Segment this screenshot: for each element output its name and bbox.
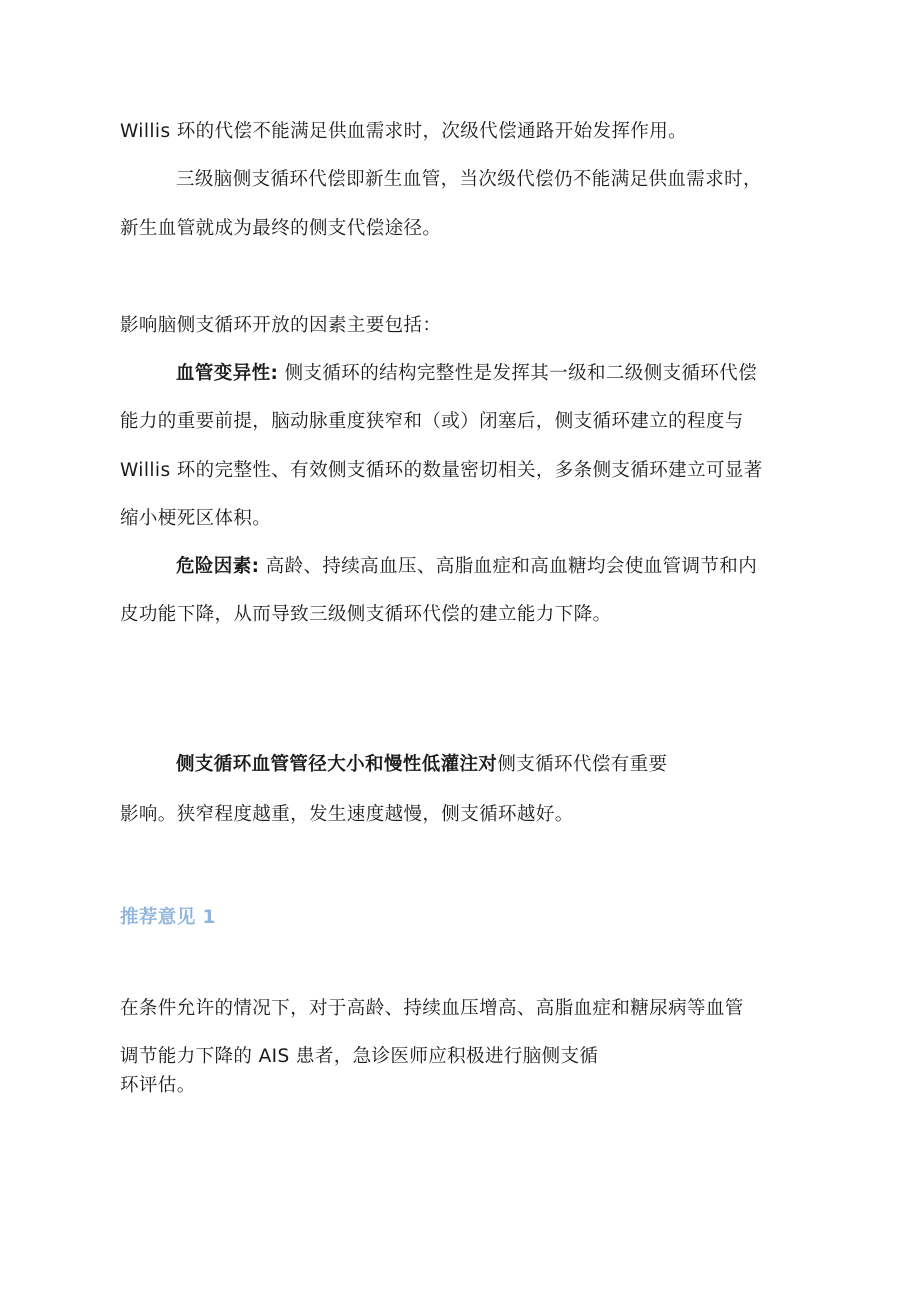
paragraph-line	[176, 362, 757, 386]
paragraph-text: 侧支循环的结构完整性是发挥其一级和二级侧支循环代偿	[278, 363, 758, 384]
paragraph-line: 环评估。	[120, 1075, 196, 1096]
paragraph-line	[176, 555, 757, 579]
paragraph-line: 能力的重要前提，脑动脉重度狭窄和（或）闭塞后，侧支循环建立的程度与	[120, 411, 744, 432]
paragraph-line: 皮功能下降，从而导致三级侧支循环代偿的建立能力下降。	[120, 604, 612, 625]
paragraph-line: 影响。狭窄程度越重，发生速度越慢，侧支循环越好。	[120, 804, 574, 825]
paragraph-line: 影响脑侧支循环开放的因素主要包括：	[120, 315, 442, 336]
paragraph-line: 在条件允许的情况下，对于高龄、持续血压增高、高脂血症和糖尿病等血管	[120, 998, 744, 1019]
term-label: 危险因素:	[176, 556, 260, 577]
recommendation-heading: 推荐意见 1	[120, 907, 216, 928]
paragraph-line: 三级脑侧支循环代偿即新生血管，当次级代偿仍不能满足供血需求时，	[176, 169, 762, 190]
term-label: 侧支循环血管管径大小和慢性低灌注对	[176, 754, 498, 775]
paragraph-line: Willis 环的完整性、有效侧支循环的数量密切相关，多条侧支循环建立可显著	[120, 460, 763, 481]
paragraph-line: 新生血管就成为最终的侧支代偿途径。	[120, 218, 442, 239]
paragraph-text: 高龄、持续高血压、高脂血症和高血糖均会使血管调节和内	[259, 556, 758, 577]
paragraph-line: 调节能力下降的 AIS 患者，急诊医师应积极进行脑侧支循	[120, 1046, 599, 1067]
paragraph-line	[176, 753, 667, 777]
paragraph-line: 缩小梗死区体积。	[120, 508, 272, 529]
paragraph-line: Willis 环的代偿不能满足供血需求时，次级代偿通路开始发挥作用。	[120, 121, 688, 142]
paragraph-text: 侧支循环代偿有重要	[497, 754, 668, 775]
term-label: 血管变异性:	[176, 363, 279, 384]
